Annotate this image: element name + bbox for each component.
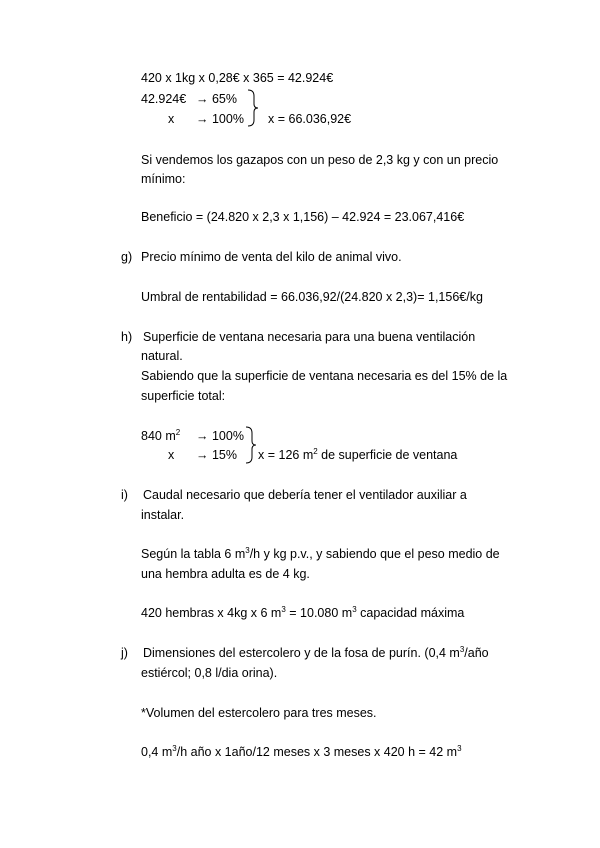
item-j-title-1: Dimensiones del estercolero y de la fosa de purín. (0,4 $m^3$/año — [143, 645, 489, 660]
h-rule-2-result: x = 126 $m^2$ de superficie de ventana — [258, 447, 458, 462]
item-i-title-1: Caudal necesario que debería tener el ventilador auxiliar a — [143, 488, 467, 502]
calc-line-2-value: 42.924€ — [141, 92, 187, 106]
item-i-label: i) — [121, 488, 128, 502]
item-g-label: g) — [121, 250, 133, 264]
h-rule-2-ratio: → 15% — [196, 448, 237, 462]
calc-line-1: 420 x 1kg x 0,28€ x 365 = 42.924€ — [141, 71, 334, 85]
item-j-note: *Volumen del estercolero para tres meses. — [141, 706, 377, 720]
beneficio-line: Beneficio = (24.820 x 2,3 x 1,156) – 42.924 = 23.067,416€ — [141, 210, 465, 224]
h-rule-1-ratio: → 100% — [196, 429, 244, 443]
item-i-result: 420 hembras x 4kg x 6 $m^3 = 10.080$ $m^3$ capacidad máxima — [141, 605, 465, 620]
item-i-para-2: una hembra adulta es de 4 kg. — [141, 567, 310, 581]
h-rule-1-area: 840 $m^2$ — [141, 428, 181, 443]
brace-symbol — [244, 425, 258, 465]
item-j-result: 0,4 $m^3/h$ año x 1año/12 meses x 3 meses x 420 h = 42 $m^3$ — [141, 744, 462, 759]
item-g-title: Precio mínimo de venta del kilo de animal vivo. — [141, 250, 402, 264]
calc-line-3-x: x — [168, 112, 175, 126]
item-h-para-2: superficie total: — [141, 389, 226, 403]
item-i-title-2: instalar. — [141, 508, 185, 522]
item-h-title-2: natural. — [141, 349, 183, 363]
item-h-title-1: Superficie de ventana necesaria para una buena ventilación — [143, 330, 476, 344]
gazapos-line-1: Si vendemos los gazapos con un peso de 2,3 kg y con un precio — [141, 153, 499, 167]
item-j-title-2: estiércol; 0,8 l/dia orina). — [141, 666, 278, 680]
item-i-para-1: Según la tabla 6 $m^3/h$ y kg p.v., y sabiendo que el peso medio de — [141, 546, 500, 561]
item-j-label: j) — [121, 646, 128, 660]
calc-line-2-ratio: → 65% — [196, 92, 237, 106]
gazapos-line-2: mínimo: — [141, 172, 186, 186]
h-rule-2-x: x — [168, 448, 175, 462]
item-h-label: h) — [121, 330, 133, 344]
calc-line-3-result: x = 66.036,92€ — [268, 112, 352, 126]
umbral-line: Umbral de rentabilidad = 66.036,92/(24.820 x 2,3)= 1,156€/kg — [141, 290, 483, 304]
item-h-para-1: Sabiendo que la superficie de ventana necesaria es del 15% de la — [141, 369, 508, 383]
brace-symbol — [246, 88, 260, 128]
calc-line-3-ratio: → 100% — [196, 112, 244, 126]
